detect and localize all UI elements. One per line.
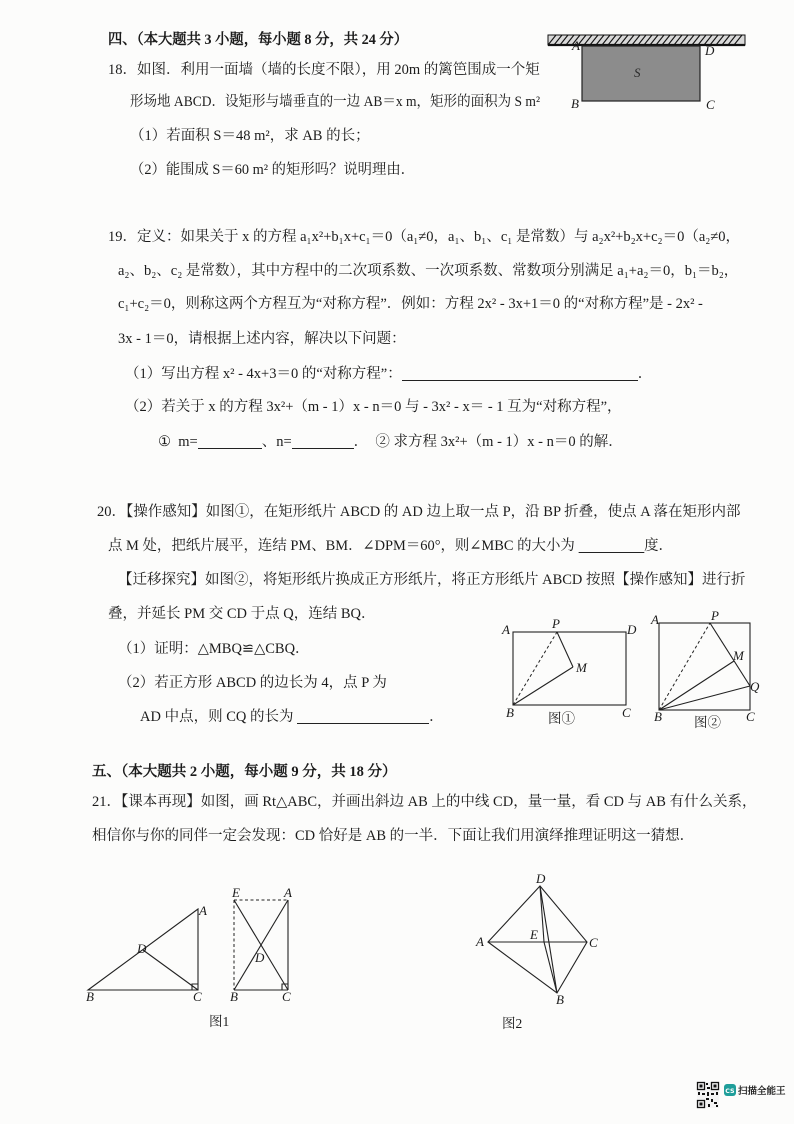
q19-part1-end: ． xyxy=(637,366,653,382)
label-a: A xyxy=(651,612,659,627)
label-e: E xyxy=(232,885,240,900)
qr-code-icon xyxy=(697,1082,719,1108)
label-q: Q xyxy=(750,679,760,694)
label-a: A xyxy=(502,622,510,637)
fold-line-bp xyxy=(513,632,557,705)
fold-line-bp xyxy=(659,623,710,710)
label-c: C xyxy=(746,709,755,724)
section4-heading: 四、（本大题共 3 小题，每小题 8 分，共 24 分） xyxy=(108,32,408,48)
q18-wall-figure xyxy=(548,35,745,112)
q19-m-label: ① m= xyxy=(158,434,198,450)
q19-stem-line4: 3x - 1＝0，请根据上述内容，解决以下问题： xyxy=(118,331,406,347)
square-abcd xyxy=(659,623,750,710)
q19-part1-text: （1）写出方程 x² - 4x+3＝0 的“对称方程”： xyxy=(125,366,402,382)
scanner-app-name: 扫描全能王 xyxy=(738,1086,786,1097)
label-c: C xyxy=(589,935,598,950)
cs-badge-text: CS xyxy=(725,1087,735,1095)
q21-figure2 xyxy=(475,871,598,1031)
label-b: B xyxy=(230,989,238,1004)
q21-stem-line1: 21．【课本再现】如图，画 Rt△ABC，并画出斜边 AB 上的中线 CD，量一量，看 CD 与 AB 有什么关系， xyxy=(92,794,757,810)
fenced-rectangle xyxy=(582,46,700,101)
q19-n-label: 、n= xyxy=(261,434,292,450)
label-d: D xyxy=(705,43,715,58)
label-d: D xyxy=(255,950,265,965)
label-a: A xyxy=(572,38,580,53)
figure-caption: 图1 xyxy=(209,1014,230,1029)
label-b: B xyxy=(556,992,564,1007)
section5-heading: 五、（本大题共 2 小题，每小题 9 分，共 18 分） xyxy=(92,764,397,780)
segment-bq xyxy=(659,686,750,710)
figure-caption: 图① xyxy=(548,711,575,726)
label-p: P xyxy=(711,608,719,623)
label-b: B xyxy=(654,709,662,724)
label-m: M xyxy=(576,660,587,675)
label-b: B xyxy=(86,989,94,1004)
q21-stem-line2: 相信你与你的同伴一定会发现：CD 恰好是 AB 的一半．下面让我们用演绎推理证明这一猜想． xyxy=(92,828,695,844)
q19-stem-line3: c₁+c₂＝0，则称这两个方程互为“对称方程”．例如：方程 2x² - 3x+1＝0 的“对称方程”是 - 2x² - xyxy=(118,296,703,312)
q20-stem-line3: 【迁移探究】如图②，将矩形纸片换成正方形纸片，将正方形纸片 ABCD 按照【操作感知】进行折 xyxy=(118,572,746,588)
label-m: M xyxy=(733,648,744,663)
q19-part2: （2）若关于 x 的方程 3x²+（m - 1）x - n＝0 与 - 3x² - x＝ - 1 互为“对称方程”， xyxy=(125,399,622,415)
q18-part1: （1）若面积 S＝48 m²，求 AB 的长； xyxy=(130,128,370,144)
label-p: P xyxy=(552,616,560,631)
q20-figure1 xyxy=(501,616,637,726)
scanner-watermark xyxy=(697,1082,786,1108)
label-d: D xyxy=(137,941,147,956)
q19-stem-line2: a₂、b₂、c₂ 是常数），其中方程中的二次项系数、一次项系数、常数项分别满足 a₁+a₂＝0，b₁＝b₂， xyxy=(118,263,739,279)
segment-bm xyxy=(513,667,573,705)
q20-stem-line1: 20．【操作感知】如图①，在矩形纸片 ABCD 的 AD 边上取一点 P，沿 BP 折叠，使点 A 落在矩形内部 xyxy=(97,504,741,520)
label-c: C xyxy=(193,989,202,1004)
segment-pm xyxy=(557,632,573,667)
q19-part2-rest: ． ② 求方程 3x²+（m - 1）x - n＝0 的解． xyxy=(353,434,623,450)
label-c: C xyxy=(622,705,631,720)
q20-part2-cont-text: AD 中点，则 CQ 的长为 xyxy=(140,709,298,725)
label-b: B xyxy=(506,705,514,720)
label-a: A xyxy=(476,934,484,949)
label-d: D xyxy=(627,622,637,637)
q19-stem-line1: 19．定义：如果关于 x 的方程 a₁x²+b₁x+c₁＝0（a₁≠0，a₁、b₁、c₁ 是常数）与 a₂x²+b₂x+c₂＝0（a₂≠0， xyxy=(108,229,741,245)
figure-caption: 图2 xyxy=(502,1016,523,1031)
label-s: S xyxy=(634,65,641,80)
q21-figure1-rectangle xyxy=(209,885,292,1029)
q20-figure2 xyxy=(650,608,760,730)
median-cd xyxy=(143,950,198,990)
label-c: C xyxy=(282,989,291,1004)
segment-pq xyxy=(710,623,750,686)
segment-db xyxy=(540,886,557,993)
label-d: D xyxy=(536,871,546,886)
label-a: A xyxy=(284,885,292,900)
segment-de xyxy=(540,886,544,942)
q21-figure1-triangle xyxy=(86,903,207,1004)
q20-part2: （2）若正方形 ABCD 的边长为 4，点 P 为 xyxy=(118,675,387,691)
figure-caption: 图② xyxy=(694,715,721,730)
q20-line2-end: 度． xyxy=(644,538,673,554)
q18-stem-line1: 18．如图．利用一面墙（墙的长度不限），用 20m 的篱笆围成一个矩 xyxy=(108,62,540,78)
q18-part2: （2）能围成 S＝60 m² 的矩形吗？说明理由． xyxy=(130,162,416,178)
q20-part1: （1）证明：△MBQ≌△CBQ． xyxy=(118,641,310,657)
segment-bm xyxy=(659,661,734,710)
q18-stem-line2: 形场地 ABCD．设矩形与墙垂直的一边 AB＝x m，矩形的面积为 S m² xyxy=(130,94,541,110)
q20-part2-cont-end: ． xyxy=(429,709,444,725)
label-e: E xyxy=(530,927,538,942)
q20-stem-line4: 叠，并延长 PM 交 CD 于点 Q，连结 BQ． xyxy=(108,606,376,622)
label-a: A xyxy=(199,903,207,918)
label-b: B xyxy=(571,96,579,111)
q20-line2-text: 点 M 处，把纸片展平，连结 PM、BM．∠DPM＝60°，则∠MBC 的大小为 xyxy=(108,538,579,554)
label-c: C xyxy=(706,97,715,112)
